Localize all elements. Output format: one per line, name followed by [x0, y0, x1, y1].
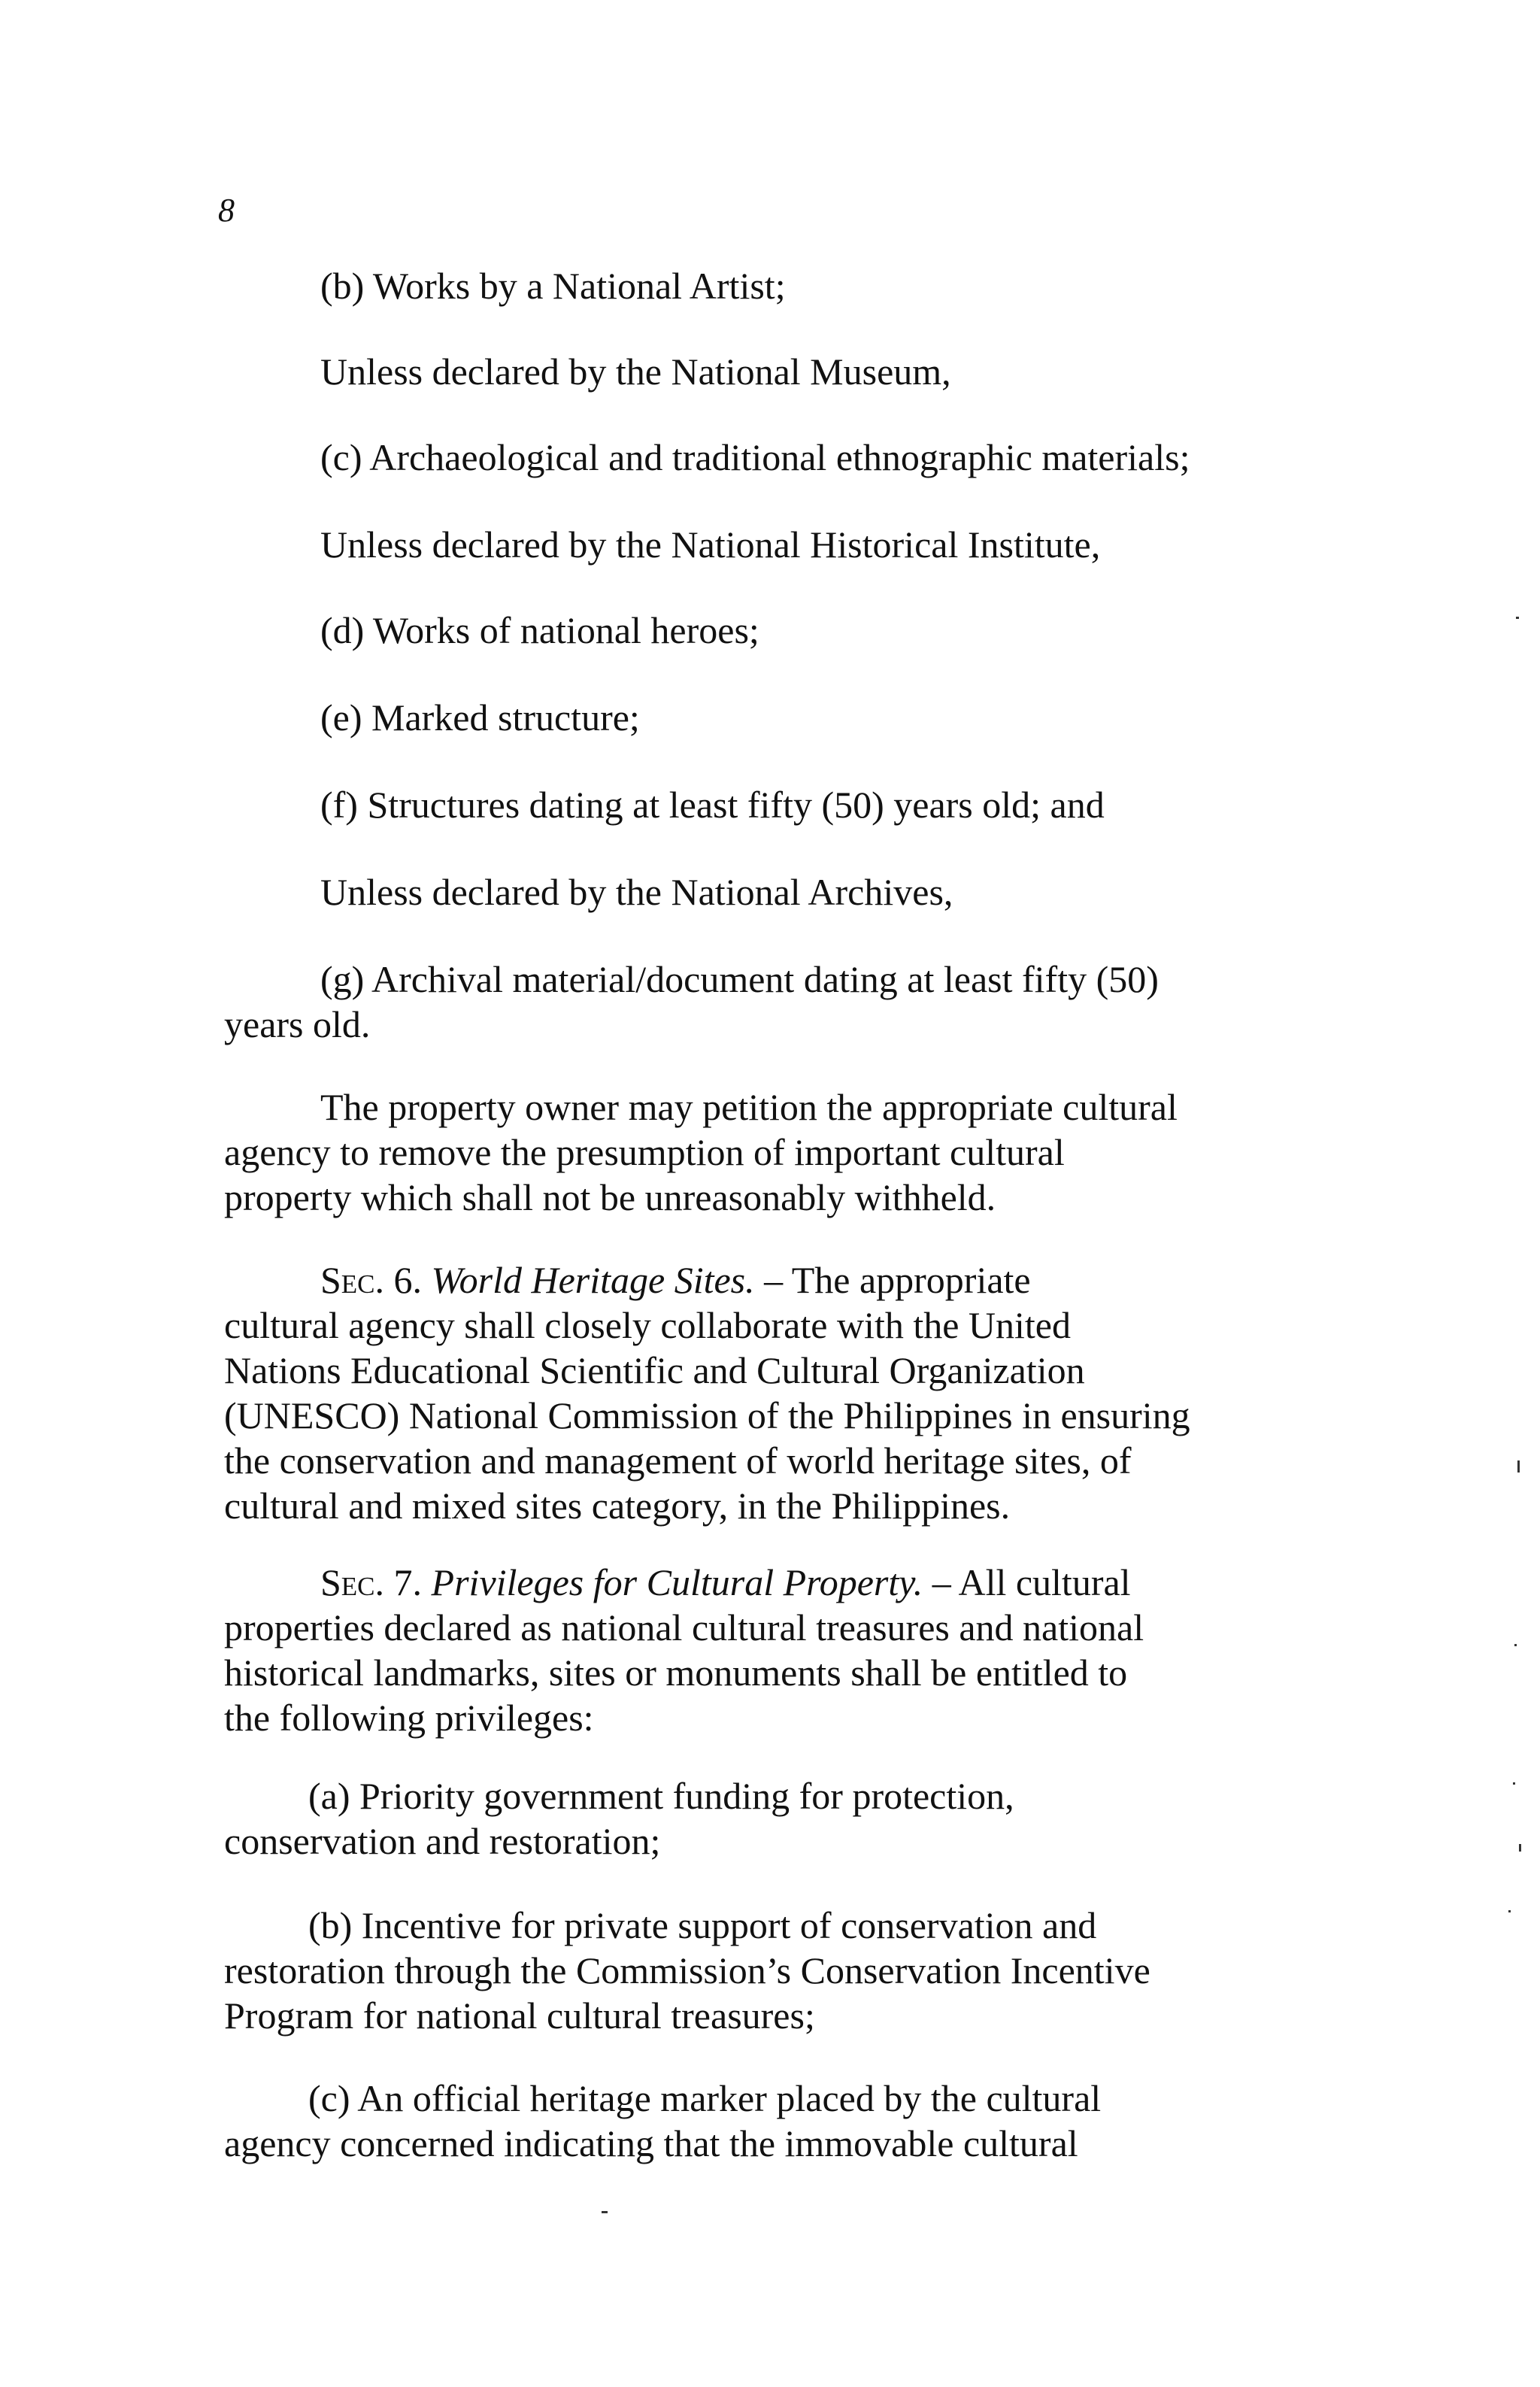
privilege-c-line-2: agency concerned indicating that the immovable cultural: [224, 2122, 1078, 2164]
sec7-label: Sec. 7.: [320, 1561, 423, 1603]
sec6-line-4: (UNESCO) National Commission of the Philippines in ensuring: [224, 1394, 1190, 1436]
sec7-line1-rest: – All cultural: [932, 1561, 1131, 1603]
petition-line-3: property which shall not be unreasonably withheld.: [224, 1176, 996, 1218]
unless-national-historical-institute: Unless declared by the National Historical Institute,: [320, 523, 1101, 566]
item-c-archaeological: (c) Archaeological and traditional ethnographic materials;: [320, 436, 1190, 478]
privilege-b-line-1: (b) Incentive for private support of conservation and: [308, 1904, 1097, 1946]
sec7-title: Privileges for Cultural Property.: [431, 1561, 923, 1603]
sec7-line-2: properties declared as national cultural treasures and national: [224, 1606, 1144, 1648]
scan-speck: [1508, 1910, 1511, 1912]
item-f-structures: (f) Structures dating at least fifty (50) years old; and: [320, 784, 1105, 826]
item-g-archival: [224, 957, 1159, 1047]
privilege-b: [224, 1903, 1150, 2038]
petition-line-1: The property owner may petition the appropriate cultural: [320, 1086, 1178, 1128]
sec6-heading-line: [224, 1257, 1190, 1303]
privilege-a: [224, 1773, 1014, 1864]
privilege-a-line-2: conservation and restoration;: [224, 1820, 661, 1862]
item-g-line-1: (g) Archival material/document dating at least fifty (50): [320, 958, 1159, 1000]
sec6-title: World Heritage Sites.: [431, 1259, 755, 1301]
sec6-line-6: cultural and mixed sites category, in the Philippines.: [224, 1485, 1011, 1527]
sec6-label: Sec. 6.: [320, 1259, 423, 1301]
sec7-line-3: historical landmarks, sites or monuments shall be entitled to: [224, 1651, 1128, 1694]
section-6: [224, 1257, 1190, 1528]
item-b-national-artist: (b) Works by a National Artist;: [320, 265, 786, 307]
scan-speck: [1519, 1844, 1521, 1852]
unless-national-archives: Unless declared by the National Archives,: [320, 871, 953, 913]
scan-speck: [1517, 1460, 1520, 1473]
petition-paragraph: [224, 1084, 1178, 1220]
item-e-marked-structure: (e) Marked structure;: [320, 696, 640, 739]
privilege-b-line-2: restoration through the Commission’s Conservation Incentive: [224, 1949, 1150, 1991]
sec7-line-4: the following privileges:: [224, 1697, 594, 1739]
scan-speck: [602, 2211, 608, 2213]
item-g-line-2: years old.: [224, 1003, 371, 1045]
scan-speck: [1513, 1782, 1515, 1785]
scan-speck: [1514, 1644, 1517, 1646]
privilege-b-line-3: Program for national cultural treasures;: [224, 1994, 815, 2037]
privilege-c-line-1: (c) An official heritage marker placed by the cultural: [308, 2077, 1102, 2119]
sec6-line1-rest: – The appropriate: [764, 1259, 1031, 1301]
sec7-heading-line: [224, 1560, 1144, 1605]
sec6-line-5: the conservation and management of world heritage sites, of: [224, 1439, 1132, 1482]
privilege-c: [224, 2076, 1101, 2166]
petition-line-2: agency to remove the presumption of important cultural: [224, 1131, 1065, 1173]
sec6-line-3: Nations Educational Scientific and Cultural Organization: [224, 1349, 1085, 1391]
page-number: 8: [218, 192, 235, 229]
unless-national-museum: Unless declared by the National Museum,: [320, 350, 951, 393]
sec6-line-2: cultural agency shall closely collaborate with the United: [224, 1304, 1072, 1346]
item-d-national-heroes: (d) Works of national heroes;: [320, 609, 759, 651]
section-7: [224, 1560, 1144, 1740]
scan-speck: [1516, 617, 1519, 619]
privilege-a-line-1: (a) Priority government funding for protection,: [308, 1775, 1014, 1817]
